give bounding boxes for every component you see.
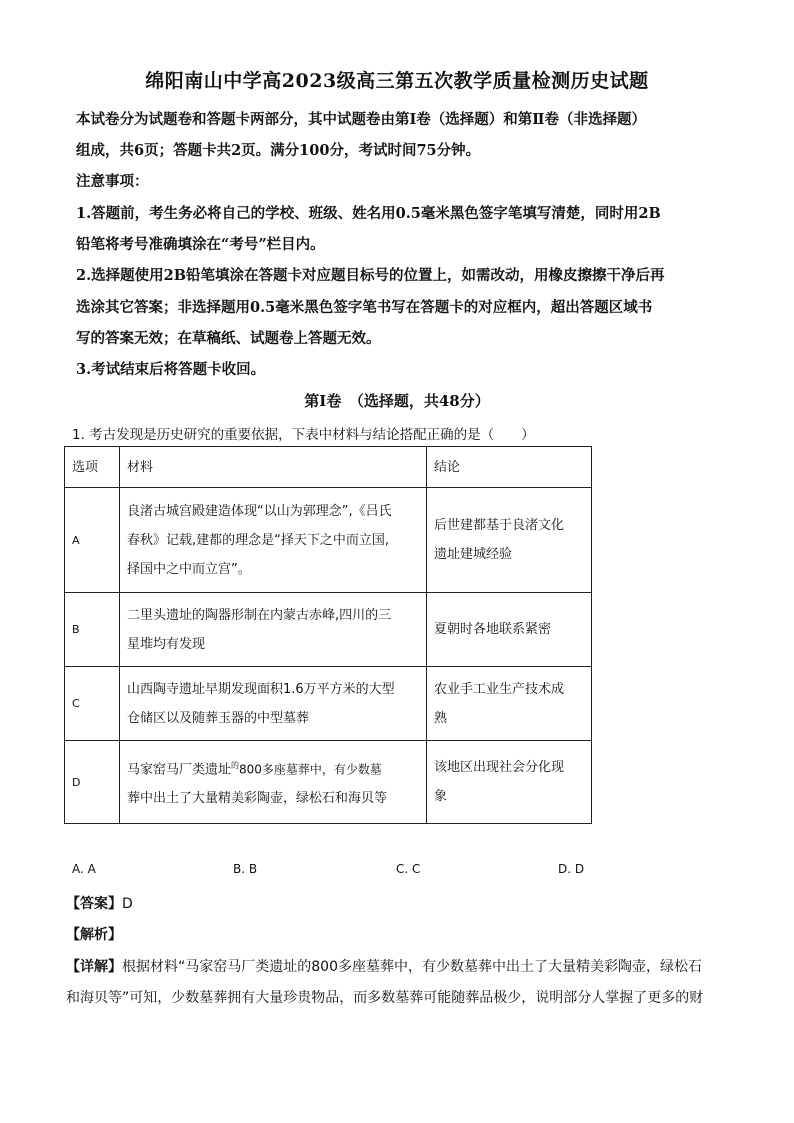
question-table: [64, 446, 592, 824]
row-conclusion: [427, 593, 592, 667]
material-line: 星堆均有发现: [127, 636, 206, 652]
note-3: 3.考试结束后将答题卡收回。: [76, 361, 266, 378]
row-material: [120, 593, 427, 667]
row-material: [120, 488, 427, 593]
material-line: 山西陶寺遗址早期发现面积1.6万平方米的大型: [127, 681, 395, 697]
row-option: B: [65, 593, 120, 667]
answer-line: [66, 893, 133, 913]
material-line: 仓储区以及随葬玉器的中型墓葬: [127, 710, 310, 726]
material-line: 葬中出土了大量精美彩陶壶，绿松石和海贝等: [127, 791, 388, 807]
header-material: 材料: [120, 447, 427, 488]
material-line: 春秋》记载,建都的理念是“择天下之中而立国,: [127, 532, 389, 548]
note-1-line-1: 1.答题前，考生务必将自己的学校、班级、姓名用0.5毫米黑色签字笔填写清楚，同时用2B: [76, 205, 661, 222]
note-2-line-2: 选涂其它答案；非选择题用0.5毫米黑色签字笔书写在答题卡的对应框内，超出答题区域书: [76, 299, 653, 316]
row-option: C: [65, 667, 120, 741]
conclusion-line: 后世建都基于良渚文化: [434, 518, 565, 533]
conclusion-line: 象: [434, 789, 448, 804]
material-line: 马家窑马厂类遗址$^的$800多座墓葬中，有少数墓: [127, 760, 382, 778]
section-title: 第Ⅰ卷 （选择题，共48分）: [304, 392, 490, 410]
intro-line-2: 组成，共6页；答题卡共2页。满分100分，考试时间75分钟。: [76, 142, 481, 159]
table-row: [65, 488, 592, 593]
choice-c[interactable]: C. C: [396, 862, 421, 876]
analysis-line: [66, 924, 122, 944]
table-header-row: [65, 447, 592, 488]
conclusion-line: 遗址建城经验: [434, 547, 513, 562]
conclusion-line: 农业手工业生产技术成: [434, 681, 565, 697]
detail-label: 【详解】: [66, 959, 122, 975]
table-row: [65, 741, 592, 824]
intro-line-1: 本试卷分为试题卷和答题卡两部分，其中试题卷由第Ⅰ卷（选择题）和第Ⅱ卷（非选择题）: [76, 111, 646, 128]
table-row: [65, 667, 592, 741]
question-stem: 1. 考古发现是历史研究的重要依据，下表中材料与结论搭配正确的是（ ）: [72, 427, 535, 443]
detail-text-1: 根据材料“马家窑马厂类遗址的800多座墓葬中，有少数墓葬中出土了大量精美彩陶壶，绿松石: [122, 959, 702, 975]
analysis-label: 【解析】: [66, 927, 122, 943]
conclusion-line: 夏朝时各地联系紧密: [434, 622, 552, 637]
material-line: 二里头遗址的陶器形制在内蒙古赤峰,四川的三: [127, 607, 392, 623]
choice-d[interactable]: D. D: [558, 862, 585, 876]
header-option: 选项: [65, 447, 120, 488]
note-2-line-3: 写的答案无效；在草稿纸、试题卷上答题无效。: [76, 330, 381, 347]
header-conclusion: 结论: [427, 447, 592, 488]
material-line: 良渚古城宫殿建造体现“以山为郭理念”,《吕氏: [127, 503, 392, 519]
choice-a[interactable]: A. A: [72, 862, 96, 876]
row-material: [120, 741, 427, 824]
notes-heading: 注意事项：: [76, 173, 149, 190]
row-option: D: [65, 741, 120, 824]
row-option: A: [65, 488, 120, 593]
exam-title: 绵阳南山中学高2023级高三第五次教学质量检测历史试题: [145, 70, 649, 92]
table-row: [65, 593, 592, 667]
detail-line-1: [66, 956, 736, 976]
conclusion-line: 该地区出现社会分化现: [434, 760, 565, 775]
conclusion-line: 熟: [434, 710, 448, 726]
row-conclusion: [427, 741, 592, 824]
answer-value: D: [122, 896, 133, 912]
row-conclusion: [427, 667, 592, 741]
answer-label: 【答案】: [66, 896, 122, 912]
row-material: [120, 667, 427, 741]
detail-line-2: 和海贝等”可知，少数墓葬拥有大量珍贵物品，而多数墓葬可能随葬品极少，说明部分人掌握了更多的财: [66, 990, 704, 1006]
note-1-line-2: 铅笔将考号准确填涂在“考号”栏目内。: [76, 236, 325, 253]
material-line: 择国中之中而立宫”。: [127, 561, 251, 577]
choice-b[interactable]: B. B: [233, 862, 258, 876]
row-conclusion: [427, 488, 592, 593]
note-2-line-1: 2.选择题使用2B铅笔填涂在答题卡对应题目标号的位置上，如需改动，用橡皮擦擦干净后再: [76, 267, 665, 284]
